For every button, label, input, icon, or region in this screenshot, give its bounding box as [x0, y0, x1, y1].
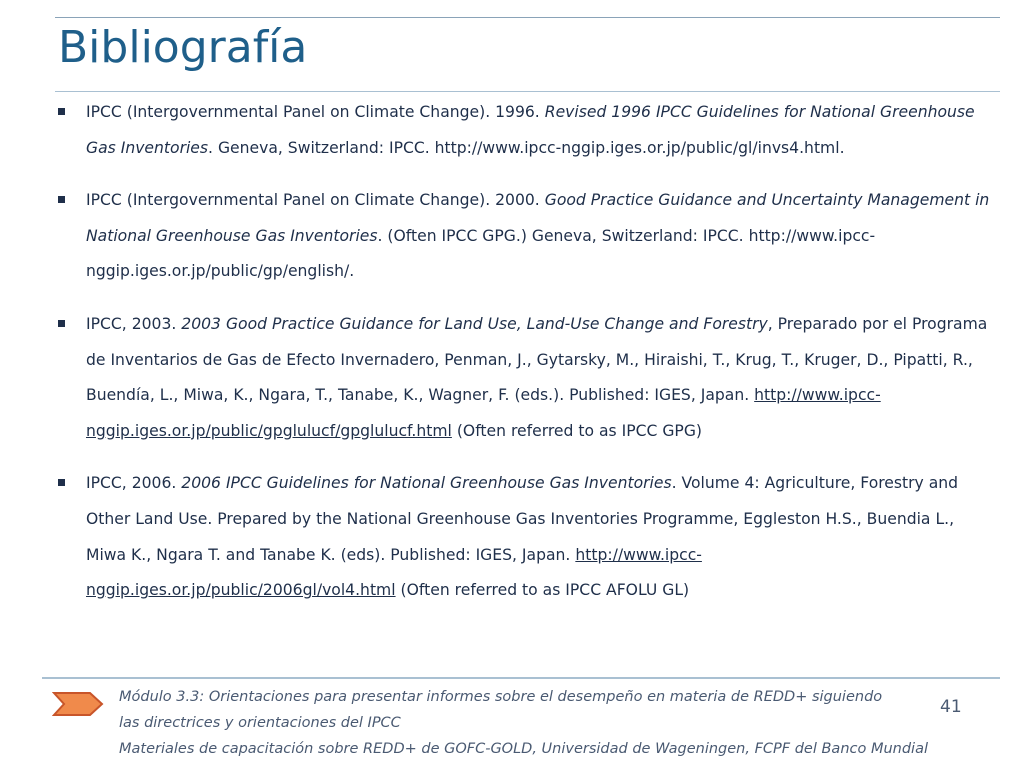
- reference-item: [58, 95, 998, 166]
- footer-line-1: Módulo 3.3: Orientaciones para presentar informes sobre el desempeño en materia de REDD+ siguiendo: [119, 689, 883, 705]
- bullet-icon: [58, 479, 65, 486]
- footer-rule: [42, 677, 1000, 679]
- reference-text: IPCC, 2003.: [86, 314, 182, 333]
- title-rule: [55, 91, 1000, 92]
- reference-text: IPCC (Intergovernmental Panel on Climate Change). 1996.: [86, 103, 545, 121]
- reference-text: IPCC (Intergovernmental Panel on Climate Change). 2000.: [86, 191, 545, 210]
- reference-item: [58, 466, 998, 608]
- reference-text: . Volume 4: Agriculture, Forestry and Other Land Use. Prepared by the National Greenhouse Gas Inventories Programme, Eggleston H.S., Buendia L., Miwa K., Ngara T. and Tanabe K. (eds). Published: IGES, Japan.: [86, 474, 959, 564]
- bullet-icon: [58, 196, 65, 203]
- reference-link[interactable]: http://www.ipcc-nggip.iges.or.jp/public/2006gl/vol4.html: [86, 545, 702, 600]
- reference-list: [58, 95, 998, 626]
- top-rule: [55, 17, 1000, 18]
- slide-title: Bibliografía: [58, 22, 308, 73]
- reference-item: [58, 183, 998, 290]
- reference-text: . Geneva, Switzerland: IPCC. http://www.ipcc-nggip.iges.or.jp/public/gl/invs4.html.: [208, 138, 845, 157]
- reference-text: . (Often IPCC GPG.) Geneva, Switzerland: IPCC. http://www.ipcc-nggip.iges.or.jp/public/gp/english/.: [86, 226, 876, 281]
- footer-text: [119, 684, 959, 762]
- reference-text: , Preparado por el Programa de Inventarios de Gas de Efecto Invernadero, Penman, J., Gytarsky, M., Hiraishi, T., Krug, T., Kruger, D., Pipatti, R., Buendía, L., Miwa, K., Ngara, T., Tanabe, K., Wagner, F. (eds.). Published: IGES, Japan.: [86, 314, 988, 405]
- reference-item: [58, 307, 998, 449]
- bullet-icon: [58, 320, 65, 327]
- reference-text: (Often referred to as IPCC AFOLU GL): [395, 581, 690, 600]
- footer-line-3: Materiales de capacitación sobre REDD+ de GOFC-GOLD, Universidad de Wageningen, FCPF del Banco Mundial: [119, 741, 928, 757]
- footer-line-2: las directrices y orientaciones del IPCC: [119, 715, 401, 731]
- reference-title: Good Practice Guidance and Uncertainty Management in National Greenhouse Gas Inventories: [86, 191, 990, 245]
- reference-text: (Often referred to as IPCC GPG): [451, 421, 703, 440]
- bullet-icon: [58, 108, 65, 115]
- reference-link[interactable]: http://www.ipcc-nggip.iges.or.jp/public/gpglulucf/gpglulucf.html: [86, 386, 881, 440]
- reference-title: 2006 IPCC Guidelines for National Greenhouse Gas Inventories: [181, 474, 672, 493]
- reference-text: IPCC, 2006.: [86, 474, 182, 493]
- reference-title: Revised 1996 IPCC Guidelines for National Greenhouse Gas Inventories: [86, 103, 975, 157]
- page-number: 41: [940, 697, 962, 717]
- next-arrow-icon[interactable]: [52, 691, 104, 721]
- reference-title: 2003 Good Practice Guidance for Land Use, Land-Use Change and Forestry: [181, 314, 768, 333]
